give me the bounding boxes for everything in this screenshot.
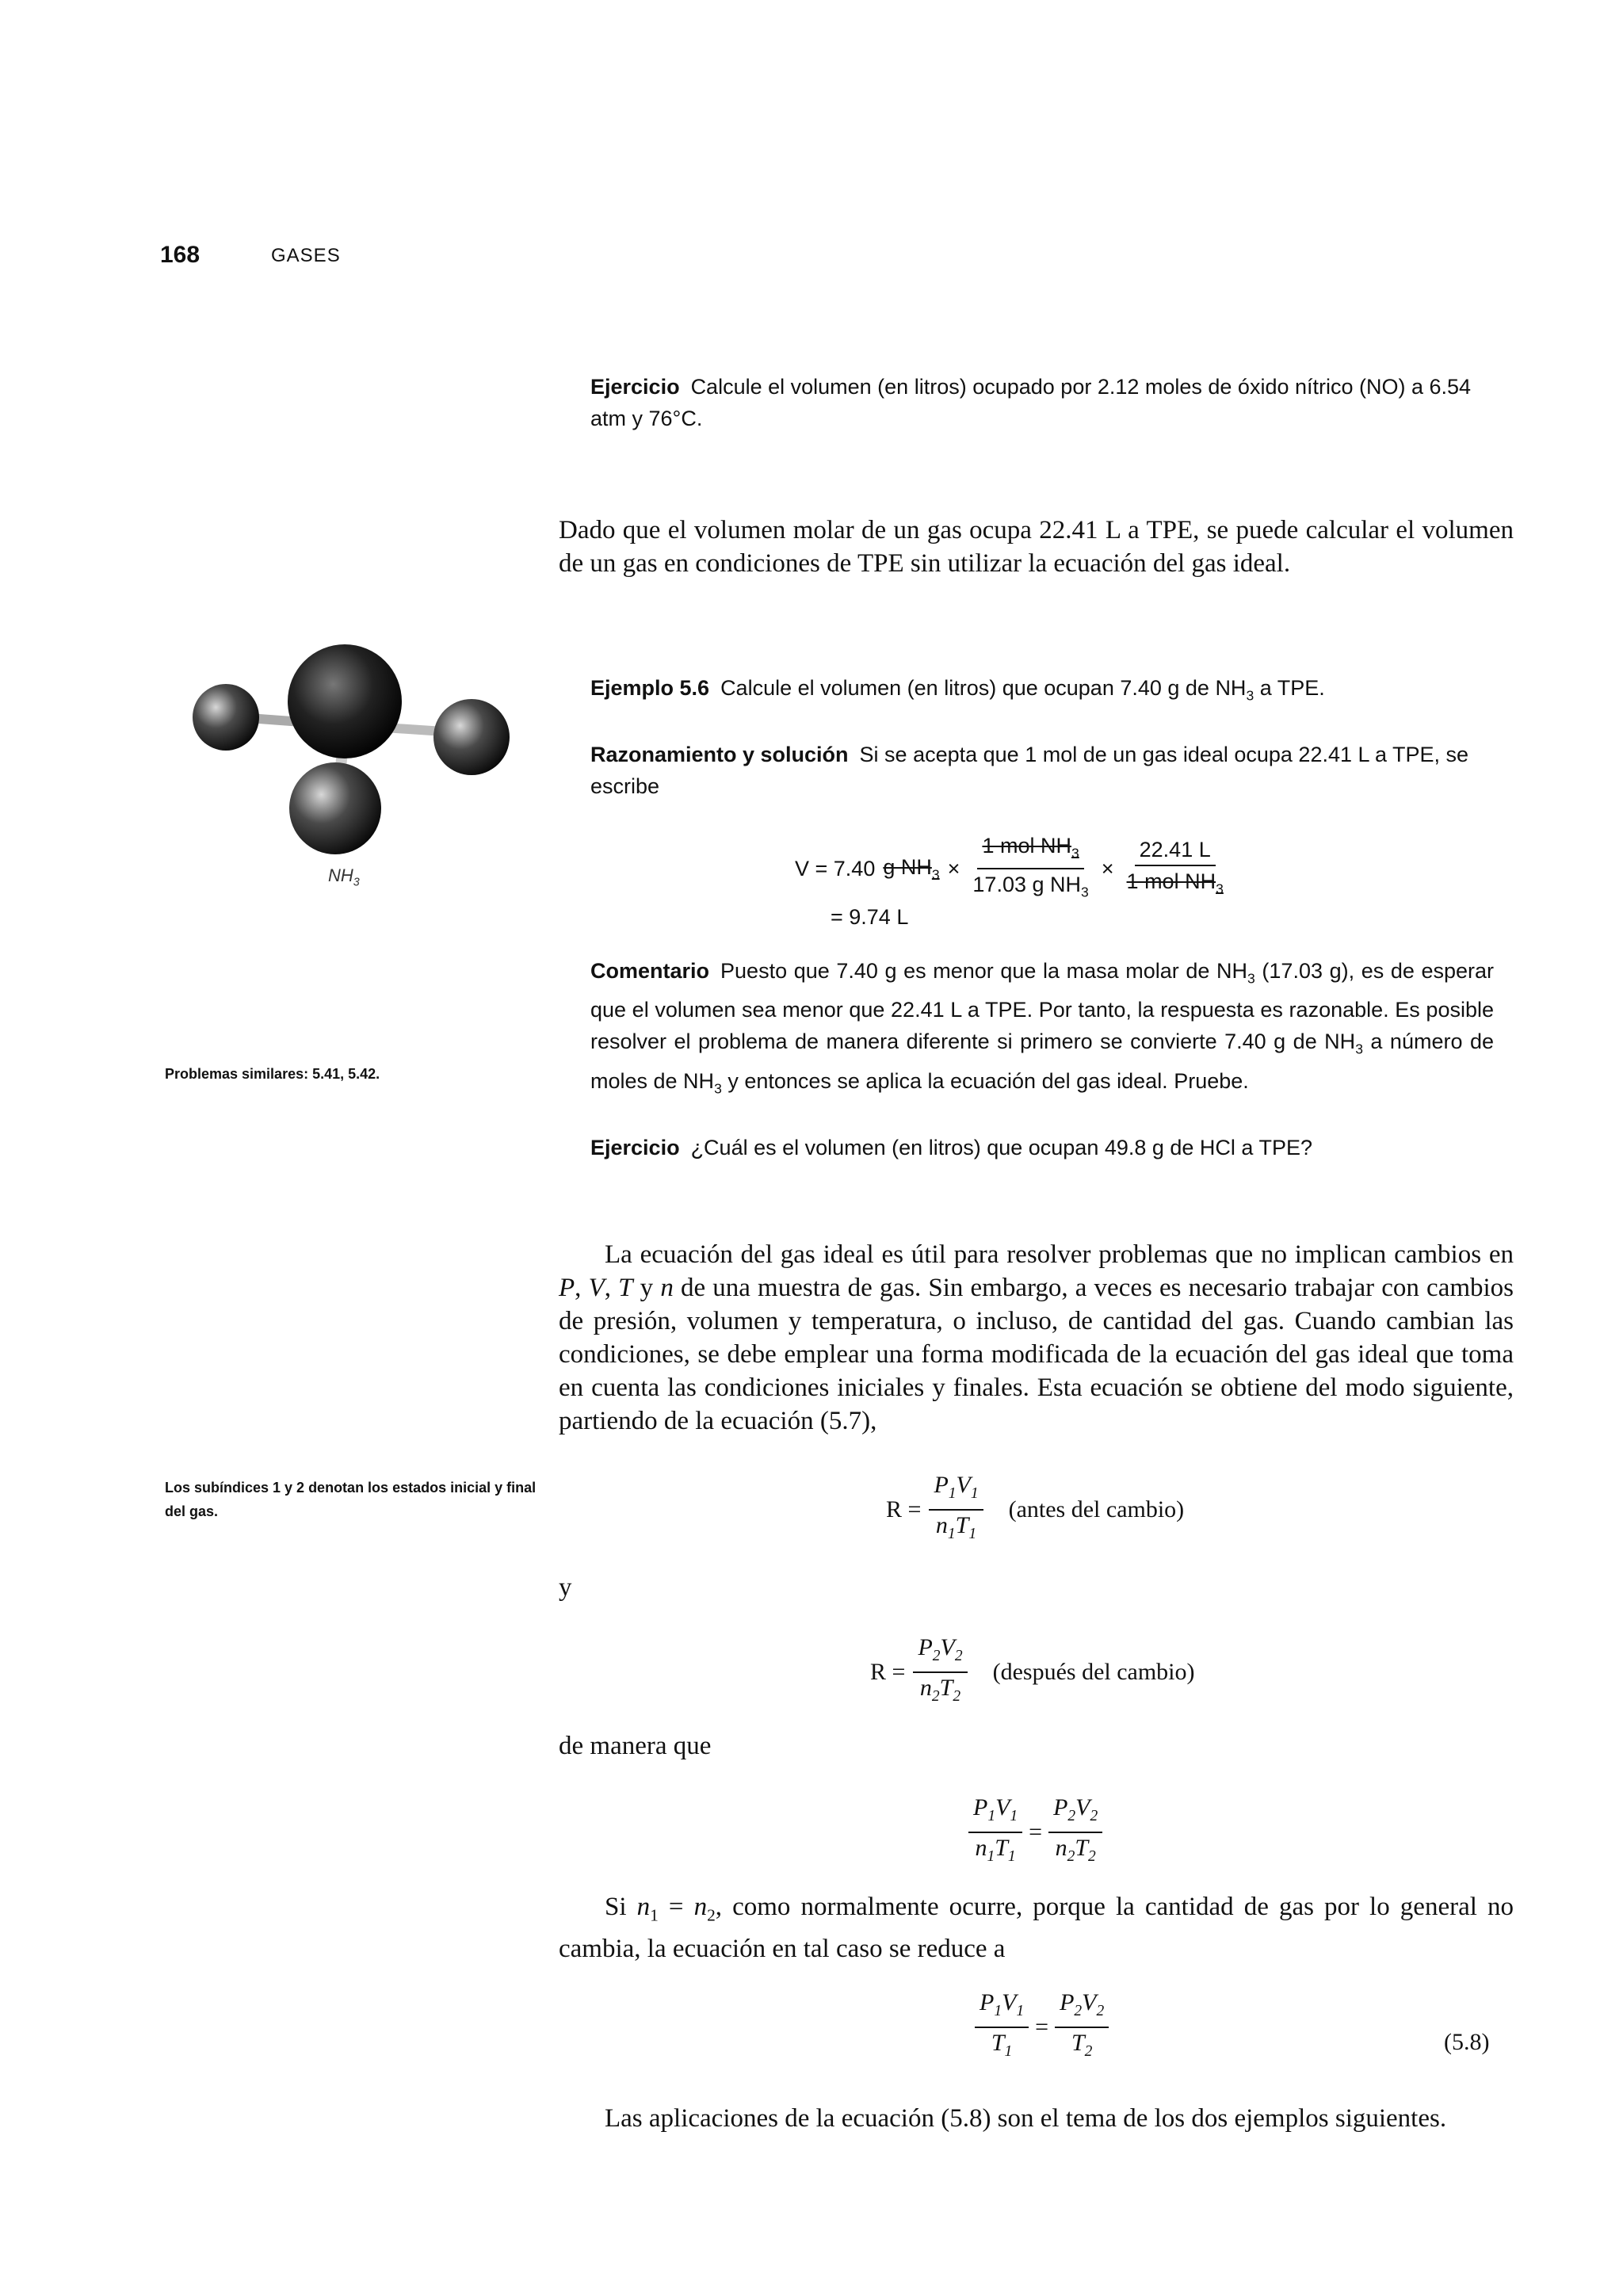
hydrogen-atom-bottom	[289, 762, 381, 854]
paragraph-molar-volume: Dado que el volumen molar de un gas ocupa 22.41 L a TPE, se puede calcular el volumen de un gas en condiciones de TPE sin utilizar la ecuación del gas ideal.	[559, 516, 1514, 578]
margin-note-similar-problems: Problemas similares: 5.41, 5.42.	[165, 1066, 380, 1082]
exercise-1	[590, 371, 1494, 434]
calc-result: = 9.74 L	[831, 905, 909, 929]
equation-combined: $\frac{P_1V_1}{n_1T_1}$ = $\frac{P_2V_2}{n_2T_2}$	[968, 1793, 1102, 1872]
reasoning-solution	[590, 739, 1494, 802]
running-head: GASES	[271, 245, 341, 266]
example-label: Ejemplo 5.6	[590, 676, 710, 700]
calc-fraction-1: $\frac{1 mol NH_3}{17.03 g NH_3}$	[968, 831, 1093, 907]
exercise-text: ¿Cuál es el volumen (en litros) que ocupan 49.8 g de HCl a TPE?	[690, 1136, 1312, 1159]
equation-r-after: R = $\frac{P_2V_2}{n_2T_2}$ (después del cambio)	[870, 1634, 1195, 1705]
molecule-caption: $NH_3$	[328, 865, 360, 889]
calc-unit-1: g $NH_3$	[883, 854, 940, 883]
exercise-2	[590, 1132, 1494, 1163]
comment-block: Comentario Puesto que 7.40 g es menor que la masa molar de $NH_3$ (17.03 g), es de esperar que el volumen sea menor que 22.41 L a TPE. Por tanto, la respuesta es razonable. Es posible resolver el problema de manera diferente si primero se convierte 7.40 g de $NH_3$ a número de moles de $NH_3$ y entonces se aplica la ecuación del gas ideal. Pruebe.	[590, 959, 1494, 1097]
equation-number: (5.8)	[1444, 2029, 1490, 2055]
margin-note-subscripts: Los subíndices 1 y 2 denotan los estados inicial y final del gas.	[165, 1480, 537, 1519]
nh3-molecule-figure	[178, 630, 527, 868]
comment-label: Comentario	[590, 959, 710, 983]
nitrogen-atom	[288, 644, 402, 758]
reasoning-text: Si se acepta que 1 mol de un gas ideal ocupa 22.41 L a TPE, se escribe	[590, 743, 1469, 798]
text-de-manera-que: de manera que	[559, 1732, 712, 1760]
exercise-label: Ejercicio	[590, 1136, 680, 1159]
calc-fraction-2: $\frac{22.41 L}{1 mol NH_3}$	[1122, 835, 1228, 904]
paragraph-applications: Las aplicaciones de la ecuación (5.8) son el tema de los dos ejemplos siguientes.	[605, 2104, 1447, 2133]
exercise-text: Calcule el volumen (en litros) ocupado por 2.12 moles de óxido nítrico (NO) a 6.54 atm y 76°C.	[590, 375, 1472, 430]
reasoning-label: Razonamiento y solución	[590, 743, 849, 766]
volume-calculation: V = 7.40 g $NH_3$ × $\frac{1 mol NH_3}{17.03 g NH_3}$ × $\frac{22.41 L}{1 mol NH_3}$	[795, 831, 1228, 907]
paragraph-n1-n2: Si $n_1 = n_2$, como normalmente ocurre, porque la cantidad de gas por lo general no cambia, la ecuación en tal caso se reduce a	[559, 1893, 1514, 1963]
paragraph-ideal-gas: La ecuación del gas ideal es útil para resolver problemas que no implican cambios en P, V, T y n de una muestra de gas. Sin embargo, a veces es necesario trabajar con cambios de presión, volumen y temperatura, o incluso, de cantidad del gas. Cuando cambian las condiciones, se debe emplear una forma modificada de la ecuación del gas ideal que toma en cuenta las condiciones iniciales y finales. Esta ecuación se obtiene del modo siguiente, partiendo de la ecuación (5.7),	[559, 1240, 1514, 1435]
hydrogen-atom-left	[193, 684, 259, 751]
equation-r-before: R = $\frac{P_1V_1}{n_1T_1}$ (antes del cambio)	[886, 1472, 1185, 1542]
example-5-6: Ejemplo 5.6 Calcule el volumen (en litros) que ocupan 7.40 g de $NH_3$ a TPE.	[590, 676, 1325, 704]
conjunction-y: y	[559, 1573, 572, 1602]
exercise-label: Ejercicio	[590, 375, 680, 399]
equation-5-8: $\frac{P_1V_1}{T_1}$ = $\frac{P_2V_2}{T_2}$	[975, 1988, 1109, 2067]
hydrogen-atom-right	[433, 699, 510, 775]
page-number: 168	[160, 242, 200, 268]
calc-lhs: V = 7.40	[795, 856, 876, 881]
